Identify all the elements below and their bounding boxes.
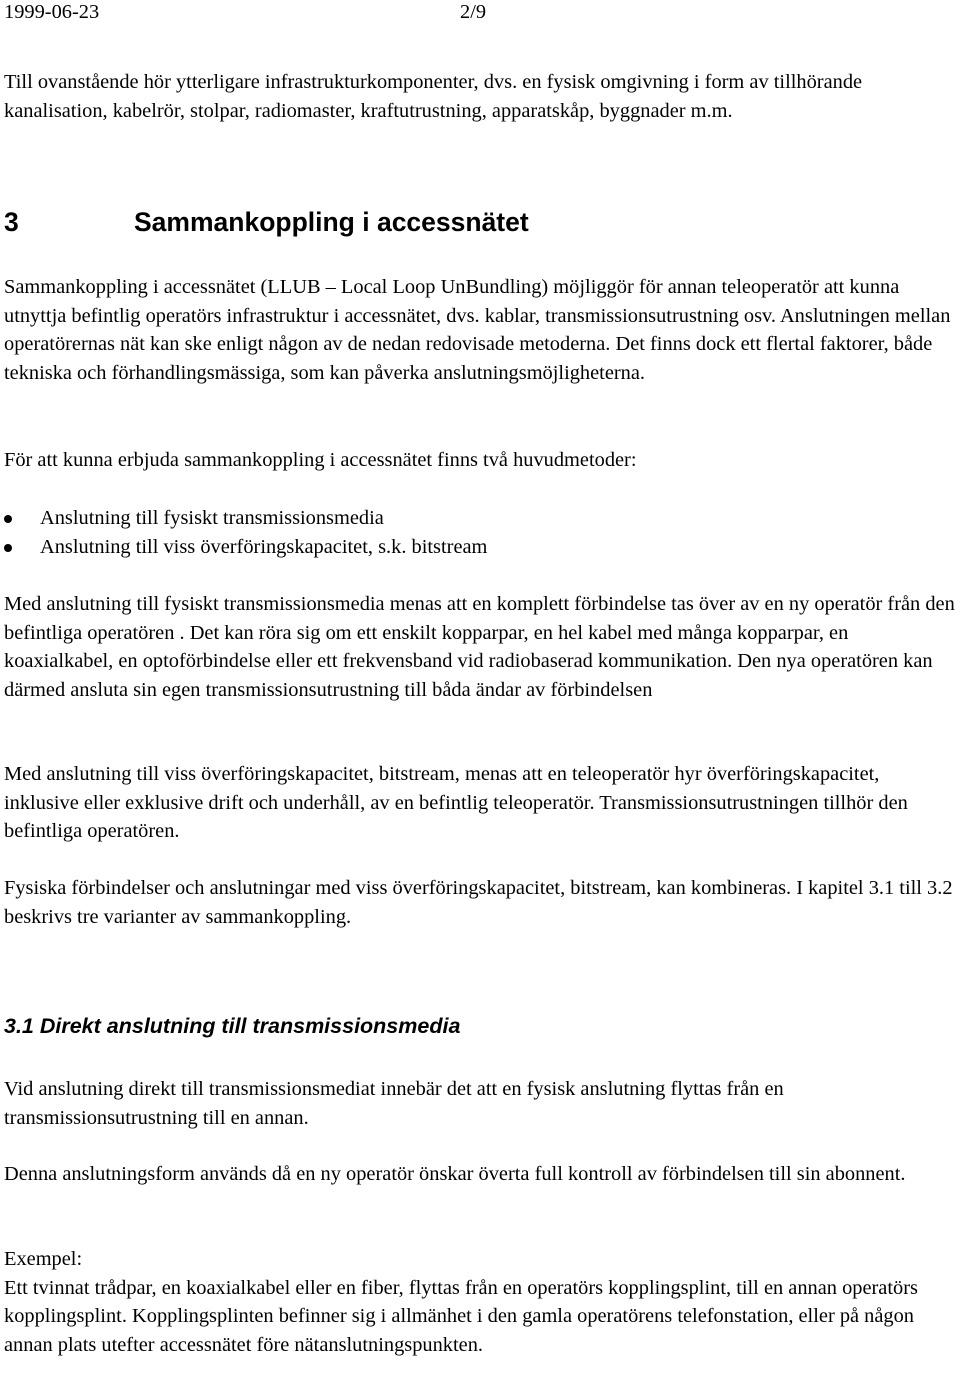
bullet-icon bbox=[4, 515, 12, 523]
list-item bbox=[4, 533, 956, 562]
subsection-paragraph-1: Vid anslutning direkt till transmissionsmediat innebär det att en fysisk anslutning flyttas från en transmissionsutrustning till en annan. bbox=[4, 1078, 784, 1129]
section-paragraph-3: Med anslutning till fysiskt transmissionsmedia menas att en komplett förbindelse tas över av en ny operatör från den befintliga operatören . Det kan röra sig om ett enskilt kopparpar, en hel kabel med många kopparpar, en koaxialkabel, en optoförbindelse eller ett frekvensband vid radiobaserad kommunikation. Den nya operatören kan därmed ansluta sin egen transmissionsutrustning till båda ändar av förbindelsen bbox=[4, 593, 955, 701]
subsection-paragraph-2: Denna anslutningsform används då en ny operatör önskar överta full kontroll av förbindelsen till sin abonnent. bbox=[4, 1163, 906, 1185]
section-paragraph-4: Med anslutning till viss överföringskapacitet, bitstream, menas att en teleoperatör hyr överföringskapacitet, inklusive eller exklusive drift och underhåll, av en befintlig teleoperatör. Transmissionsutrustningen tillhör den befintliga operatören. bbox=[4, 763, 908, 843]
list-item-text: Anslutning till viss överföringskapacitet, s.k. bitstream bbox=[40, 535, 488, 558]
example-label: Exempel: bbox=[4, 1248, 83, 1270]
section-paragraph-2: För att kunna erbjuda sammankoppling i accessnätet finns två huvudmetoder: bbox=[4, 449, 637, 471]
example-block bbox=[4, 1245, 956, 1359]
page-header bbox=[4, 0, 954, 26]
bullet-icon bbox=[4, 544, 12, 552]
section-paragraph-1: Sammankoppling i accessnätet (LLUB – Local Loop UnBundling) möjliggör för annan teleoperatör att kunna utnyttja befintlig operatörs infrastruktur i accessnätet, dvs. kablar, transmissionsutrustning osv. Anslutningen mellan operatörernas nät kan ske enligt någon av de nedan redovisade metoderna. Det finns dock ett flertal faktorer, både tekniska och förhandlingsmässiga, som kan påverka anslutningsmöjligheterna. bbox=[4, 276, 951, 384]
intro-paragraph: Till ovanstående hör ytterligare infrastrukturkomponenter, dvs. en fysisk omgivning i form av tillhörande kanalisation, kabelrör, stolpar, radiomaster, kraftutrustning, apparatskåp, byggnader m.m. bbox=[4, 71, 863, 122]
list-item-text: Anslutning till fysiskt transmissionsmedia bbox=[40, 507, 384, 529]
subsection-heading: 3.1 Direkt anslutning till transmissionsmedia bbox=[4, 1014, 461, 1038]
page-number: 2/9 bbox=[460, 1, 487, 23]
section-heading bbox=[4, 206, 956, 238]
section-title: Sammankoppling i accessnätet bbox=[134, 207, 529, 237]
list-item bbox=[4, 504, 956, 533]
section-number: 3 bbox=[4, 207, 19, 237]
example-text: Ett tvinnat trådpar, en koaxialkabel eller en fiber, flyttas från en operatörs kopplingsplint, till en annan operatörs kopplingsplint. Kopplingsplinten befinner sig i allmänhet i den gamla operatörens telefonstation, eller på någon annan plats utefter accessnätet före nätanslutningspunkten. bbox=[4, 1276, 918, 1356]
method-list bbox=[4, 504, 956, 561]
document-date: 1999-06-23 bbox=[4, 1, 100, 23]
section-paragraph-5: Fysiska förbindelser och anslutningar med viss överföringskapacitet, bitstream, kan kombineras. I kapitel 3.1 till 3.2 beskrivs tre varianter av sammankoppling. bbox=[4, 877, 953, 928]
